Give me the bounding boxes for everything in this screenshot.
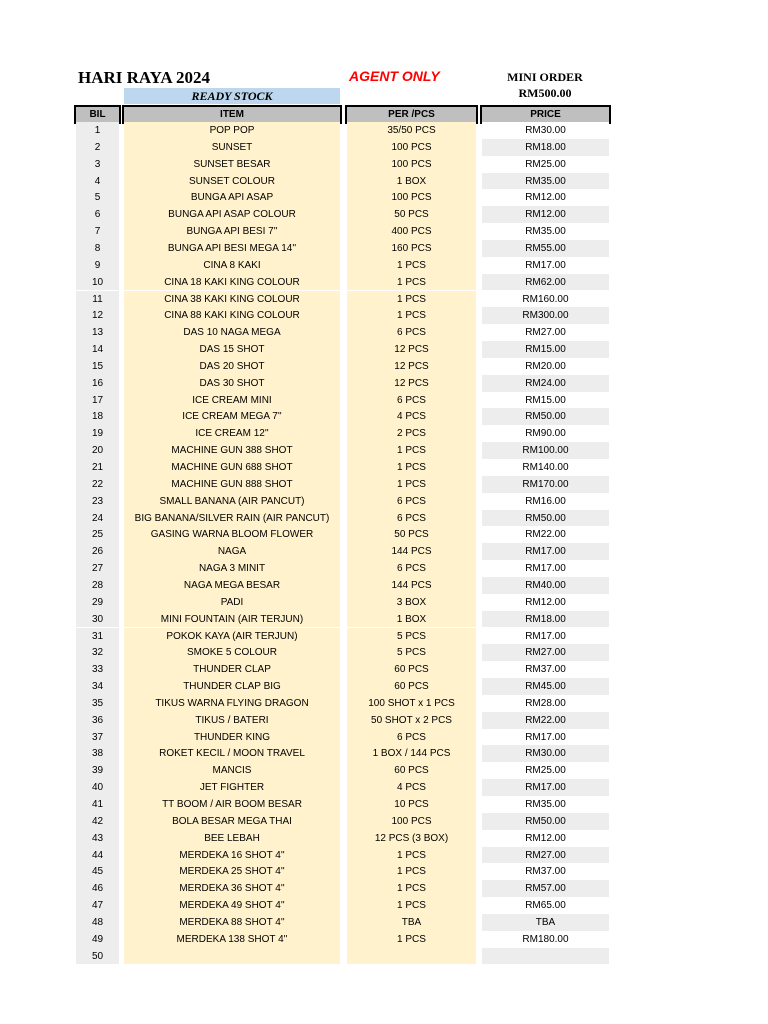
per-cell: 60 PCS bbox=[347, 661, 476, 678]
price-cell: RM18.00 bbox=[482, 611, 609, 628]
per-cell: 5 PCS bbox=[347, 628, 476, 645]
item-cell: MINI FOUNTAIN (AIR TERJUN) bbox=[124, 611, 340, 628]
bil-cell: 22 bbox=[76, 476, 119, 493]
price-cell: TBA bbox=[482, 914, 609, 931]
column-header-item: ITEM bbox=[122, 105, 342, 124]
bil-cell: 6 bbox=[76, 206, 119, 223]
price-cell: RM25.00 bbox=[482, 156, 609, 173]
bil-cell: 28 bbox=[76, 577, 119, 594]
item-cell: MERDEKA 25 SHOT 4'' bbox=[124, 863, 340, 880]
per-cell: 1 BOX / 144 PCS bbox=[347, 745, 476, 762]
item-cell: BUNGA API ASAP COLOUR bbox=[124, 206, 340, 223]
per-cell: 6 PCS bbox=[347, 510, 476, 527]
per-cell: 60 PCS bbox=[347, 762, 476, 779]
bil-cell: 5 bbox=[76, 189, 119, 206]
per-cell: 100 SHOT x 1 PCS bbox=[347, 695, 476, 712]
price-cell: RM18.00 bbox=[482, 139, 609, 156]
item-cell: BOLA BESAR MEGA THAI bbox=[124, 813, 340, 830]
column-header-per: PER /PCS bbox=[345, 105, 478, 124]
bil-cell: 48 bbox=[76, 914, 119, 931]
price-cell: RM17.00 bbox=[482, 779, 609, 796]
price-cell: RM17.00 bbox=[482, 628, 609, 645]
bil-cell: 25 bbox=[76, 526, 119, 543]
price-cell: RM17.00 bbox=[482, 257, 609, 274]
per-cell: 1 PCS bbox=[347, 307, 476, 324]
item-cell: JET FIGHTER bbox=[124, 779, 340, 796]
item-cell: GASING WARNA BLOOM FLOWER bbox=[124, 526, 340, 543]
bil-cell: 42 bbox=[76, 813, 119, 830]
item-cell: DAS 30 SHOT bbox=[124, 375, 340, 392]
bil-cell: 4 bbox=[76, 173, 119, 190]
bil-cell: 16 bbox=[76, 375, 119, 392]
price-cell: RM140.00 bbox=[482, 459, 609, 476]
item-cell: SUNSET BESAR bbox=[124, 156, 340, 173]
bil-cell: 46 bbox=[76, 880, 119, 897]
item-cell: PADI bbox=[124, 594, 340, 611]
per-cell: 144 PCS bbox=[347, 543, 476, 560]
bil-cell: 12 bbox=[76, 307, 119, 324]
per-cell: 12 PCS bbox=[347, 341, 476, 358]
price-cell: RM17.00 bbox=[482, 729, 609, 746]
price-cell: RM50.00 bbox=[482, 510, 609, 527]
column-header-bil: BIL bbox=[74, 105, 121, 124]
item-cell: BUNGA API ASAP bbox=[124, 189, 340, 206]
price-cell: RM35.00 bbox=[482, 796, 609, 813]
per-cell: 12 PCS bbox=[347, 375, 476, 392]
per-cell: 1 PCS bbox=[347, 476, 476, 493]
bil-cell: 24 bbox=[76, 510, 119, 527]
bil-cell: 2 bbox=[76, 139, 119, 156]
bil-cell: 9 bbox=[76, 257, 119, 274]
per-cell: 6 PCS bbox=[347, 493, 476, 510]
price-cell: RM22.00 bbox=[482, 712, 609, 729]
item-cell: MACHINE GUN 888 SHOT bbox=[124, 476, 340, 493]
price-cell: RM22.00 bbox=[482, 526, 609, 543]
item-cell: BEE LEBAH bbox=[124, 830, 340, 847]
price-cell: RM90.00 bbox=[482, 425, 609, 442]
item-cell: TIKUS / BATERI bbox=[124, 712, 340, 729]
per-cell: 1 PCS bbox=[347, 931, 476, 948]
per-cell: 50 PCS bbox=[347, 206, 476, 223]
item-cell: CINA 38 KAKI KING COLOUR bbox=[124, 291, 340, 308]
item-cell: ROKET KECIL / MOON TRAVEL bbox=[124, 745, 340, 762]
per-cell: 100 PCS bbox=[347, 156, 476, 173]
price-cell: RM37.00 bbox=[482, 863, 609, 880]
bil-cell: 34 bbox=[76, 678, 119, 695]
price-cell: RM15.00 bbox=[482, 392, 609, 409]
item-cell: CINA 88 KAKI KING COLOUR bbox=[124, 307, 340, 324]
item-cell: MERDEKA 16 SHOT 4'' bbox=[124, 847, 340, 864]
per-cell: 12 PCS bbox=[347, 358, 476, 375]
per-cell: 35/50 PCS bbox=[347, 122, 476, 139]
price-cell bbox=[482, 948, 609, 965]
bil-cell: 39 bbox=[76, 762, 119, 779]
per-cell: 50 SHOT x 2 PCS bbox=[347, 712, 476, 729]
price-cell: RM12.00 bbox=[482, 830, 609, 847]
item-cell bbox=[124, 948, 340, 965]
per-cell: 400 PCS bbox=[347, 223, 476, 240]
per-cell: 100 PCS bbox=[347, 139, 476, 156]
price-cell: RM16.00 bbox=[482, 493, 609, 510]
page-title: HARI RAYA 2024 bbox=[78, 68, 210, 87]
price-cell: RM170.00 bbox=[482, 476, 609, 493]
bil-cell: 43 bbox=[76, 830, 119, 847]
item-cell: BIG BANANA/SILVER RAIN (AIR PANCUT) bbox=[124, 510, 340, 527]
item-cell: TT BOOM / AIR BOOM BESAR bbox=[124, 796, 340, 813]
item-cell: NAGA 3 MINIT bbox=[124, 560, 340, 577]
mini-order-label: MINI ORDER bbox=[507, 70, 583, 84]
price-cell: RM160.00 bbox=[482, 291, 609, 308]
bil-cell: 7 bbox=[76, 223, 119, 240]
price-cell: RM17.00 bbox=[482, 543, 609, 560]
bil-cell: 8 bbox=[76, 240, 119, 257]
bil-cell: 26 bbox=[76, 543, 119, 560]
bil-cell: 44 bbox=[76, 847, 119, 864]
per-cell: 4 PCS bbox=[347, 408, 476, 425]
per-cell bbox=[347, 948, 476, 965]
bil-cell: 10 bbox=[76, 274, 119, 291]
per-cell: 6 PCS bbox=[347, 729, 476, 746]
per-cell: 1 PCS bbox=[347, 897, 476, 914]
bil-cell: 40 bbox=[76, 779, 119, 796]
item-cell: SUNSET COLOUR bbox=[124, 173, 340, 190]
item-cell: ICE CREAM 12'' bbox=[124, 425, 340, 442]
item-cell: SMOKE 5 COLOUR bbox=[124, 644, 340, 661]
item-cell: BUNGA API BESI 7'' bbox=[124, 223, 340, 240]
per-cell: 6 PCS bbox=[347, 560, 476, 577]
item-cell: SUNSET bbox=[124, 139, 340, 156]
per-cell: 5 PCS bbox=[347, 644, 476, 661]
item-cell: DAS 10 NAGA MEGA bbox=[124, 324, 340, 341]
price-cell: RM24.00 bbox=[482, 375, 609, 392]
bil-cell: 32 bbox=[76, 644, 119, 661]
per-cell: 12 PCS (3 BOX) bbox=[347, 830, 476, 847]
item-cell: THUNDER CLAP bbox=[124, 661, 340, 678]
bil-cell: 18 bbox=[76, 408, 119, 425]
bil-cell: 14 bbox=[76, 341, 119, 358]
mini-order-amount: RM500.00 bbox=[518, 86, 572, 100]
per-cell: 2 PCS bbox=[347, 425, 476, 442]
price-cell: RM37.00 bbox=[482, 661, 609, 678]
bil-cell: 1 bbox=[76, 122, 119, 139]
bil-cell: 15 bbox=[76, 358, 119, 375]
price-cell: RM20.00 bbox=[482, 358, 609, 375]
per-cell: 100 PCS bbox=[347, 813, 476, 830]
per-cell: 1 PCS bbox=[347, 257, 476, 274]
price-cell: RM12.00 bbox=[482, 594, 609, 611]
per-cell: 1 BOX bbox=[347, 173, 476, 190]
per-cell: 4 PCS bbox=[347, 779, 476, 796]
item-cell: POKOK KAYA (AIR TERJUN) bbox=[124, 628, 340, 645]
bil-cell: 49 bbox=[76, 931, 119, 948]
price-cell: RM12.00 bbox=[482, 206, 609, 223]
bil-cell: 47 bbox=[76, 897, 119, 914]
price-cell: RM30.00 bbox=[482, 745, 609, 762]
price-cell: RM15.00 bbox=[482, 341, 609, 358]
item-cell: MACHINE GUN 388 SHOT bbox=[124, 442, 340, 459]
bil-cell: 11 bbox=[76, 291, 119, 308]
bil-cell: 13 bbox=[76, 324, 119, 341]
item-cell: NAGA MEGA BESAR bbox=[124, 577, 340, 594]
per-cell: TBA bbox=[347, 914, 476, 931]
item-cell: THUNDER CLAP BIG bbox=[124, 678, 340, 695]
item-cell: CINA 18 KAKI KING COLOUR bbox=[124, 274, 340, 291]
bil-cell: 30 bbox=[76, 611, 119, 628]
per-cell: 60 PCS bbox=[347, 678, 476, 695]
price-cell: RM50.00 bbox=[482, 408, 609, 425]
item-cell: MERDEKA 88 SHOT 4'' bbox=[124, 914, 340, 931]
price-cell: RM17.00 bbox=[482, 560, 609, 577]
bil-cell: 17 bbox=[76, 392, 119, 409]
price-cell: RM55.00 bbox=[482, 240, 609, 257]
bil-cell: 31 bbox=[76, 628, 119, 645]
price-cell: RM57.00 bbox=[482, 880, 609, 897]
per-cell: 3 BOX bbox=[347, 594, 476, 611]
agent-only-note: AGENT ONLY bbox=[349, 68, 440, 84]
per-cell: 1 PCS bbox=[347, 880, 476, 897]
per-cell: 160 PCS bbox=[347, 240, 476, 257]
price-cell: RM27.00 bbox=[482, 847, 609, 864]
item-cell: TIKUS WARNA FLYING DRAGON bbox=[124, 695, 340, 712]
item-cell: MERDEKA 138 SHOT 4'' bbox=[124, 931, 340, 948]
price-cell: RM65.00 bbox=[482, 897, 609, 914]
per-cell: 1 PCS bbox=[347, 442, 476, 459]
bil-cell: 33 bbox=[76, 661, 119, 678]
price-cell: RM100.00 bbox=[482, 442, 609, 459]
price-cell: RM35.00 bbox=[482, 173, 609, 190]
price-cell: RM27.00 bbox=[482, 324, 609, 341]
per-cell: 100 PCS bbox=[347, 189, 476, 206]
item-cell: ICE CREAM MEGA 7'' bbox=[124, 408, 340, 425]
item-cell: ICE CREAM MINI bbox=[124, 392, 340, 409]
item-cell: POP POP bbox=[124, 122, 340, 139]
price-cell: RM27.00 bbox=[482, 644, 609, 661]
bil-cell: 29 bbox=[76, 594, 119, 611]
per-cell: 1 PCS bbox=[347, 847, 476, 864]
ready-stock-banner: READY STOCK bbox=[124, 88, 340, 104]
bil-cell: 20 bbox=[76, 442, 119, 459]
item-cell: CINA 8 KAKI bbox=[124, 257, 340, 274]
item-cell: MANCIS bbox=[124, 762, 340, 779]
bil-cell: 38 bbox=[76, 745, 119, 762]
per-cell: 144 PCS bbox=[347, 577, 476, 594]
item-cell: MACHINE GUN 688 SHOT bbox=[124, 459, 340, 476]
item-cell: BUNGA API BESI MEGA 14'' bbox=[124, 240, 340, 257]
price-cell: RM35.00 bbox=[482, 223, 609, 240]
bil-cell: 45 bbox=[76, 863, 119, 880]
price-cell: RM300.00 bbox=[482, 307, 609, 324]
price-cell: RM45.00 bbox=[482, 678, 609, 695]
item-cell: MERDEKA 36 SHOT 4'' bbox=[124, 880, 340, 897]
item-cell: THUNDER KING bbox=[124, 729, 340, 746]
per-cell: 1 BOX bbox=[347, 611, 476, 628]
item-cell: DAS 20 SHOT bbox=[124, 358, 340, 375]
per-cell: 6 PCS bbox=[347, 324, 476, 341]
bil-cell: 21 bbox=[76, 459, 119, 476]
per-cell: 10 PCS bbox=[347, 796, 476, 813]
price-cell: RM28.00 bbox=[482, 695, 609, 712]
price-cell: RM62.00 bbox=[482, 274, 609, 291]
price-cell: RM180.00 bbox=[482, 931, 609, 948]
per-cell: 1 PCS bbox=[347, 459, 476, 476]
price-cell: RM12.00 bbox=[482, 189, 609, 206]
bil-cell: 3 bbox=[76, 156, 119, 173]
bil-cell: 27 bbox=[76, 560, 119, 577]
per-cell: 6 PCS bbox=[347, 392, 476, 409]
item-cell: DAS 15 SHOT bbox=[124, 341, 340, 358]
item-cell: MERDEKA 49 SHOT 4'' bbox=[124, 897, 340, 914]
per-cell: 50 PCS bbox=[347, 526, 476, 543]
per-cell: 1 PCS bbox=[347, 291, 476, 308]
bil-cell: 36 bbox=[76, 712, 119, 729]
price-cell: RM25.00 bbox=[482, 762, 609, 779]
bil-cell: 19 bbox=[76, 425, 119, 442]
column-header-price: PRICE bbox=[480, 105, 611, 124]
item-cell: NAGA bbox=[124, 543, 340, 560]
bil-cell: 41 bbox=[76, 796, 119, 813]
per-cell: 1 PCS bbox=[347, 274, 476, 291]
bil-cell: 35 bbox=[76, 695, 119, 712]
per-cell: 1 PCS bbox=[347, 863, 476, 880]
bil-cell: 23 bbox=[76, 493, 119, 510]
price-cell: RM40.00 bbox=[482, 577, 609, 594]
bil-cell: 50 bbox=[76, 948, 119, 965]
price-cell: RM50.00 bbox=[482, 813, 609, 830]
item-cell: SMALL BANANA (AIR PANCUT) bbox=[124, 493, 340, 510]
bil-cell: 37 bbox=[76, 729, 119, 746]
price-cell: RM30.00 bbox=[482, 122, 609, 139]
